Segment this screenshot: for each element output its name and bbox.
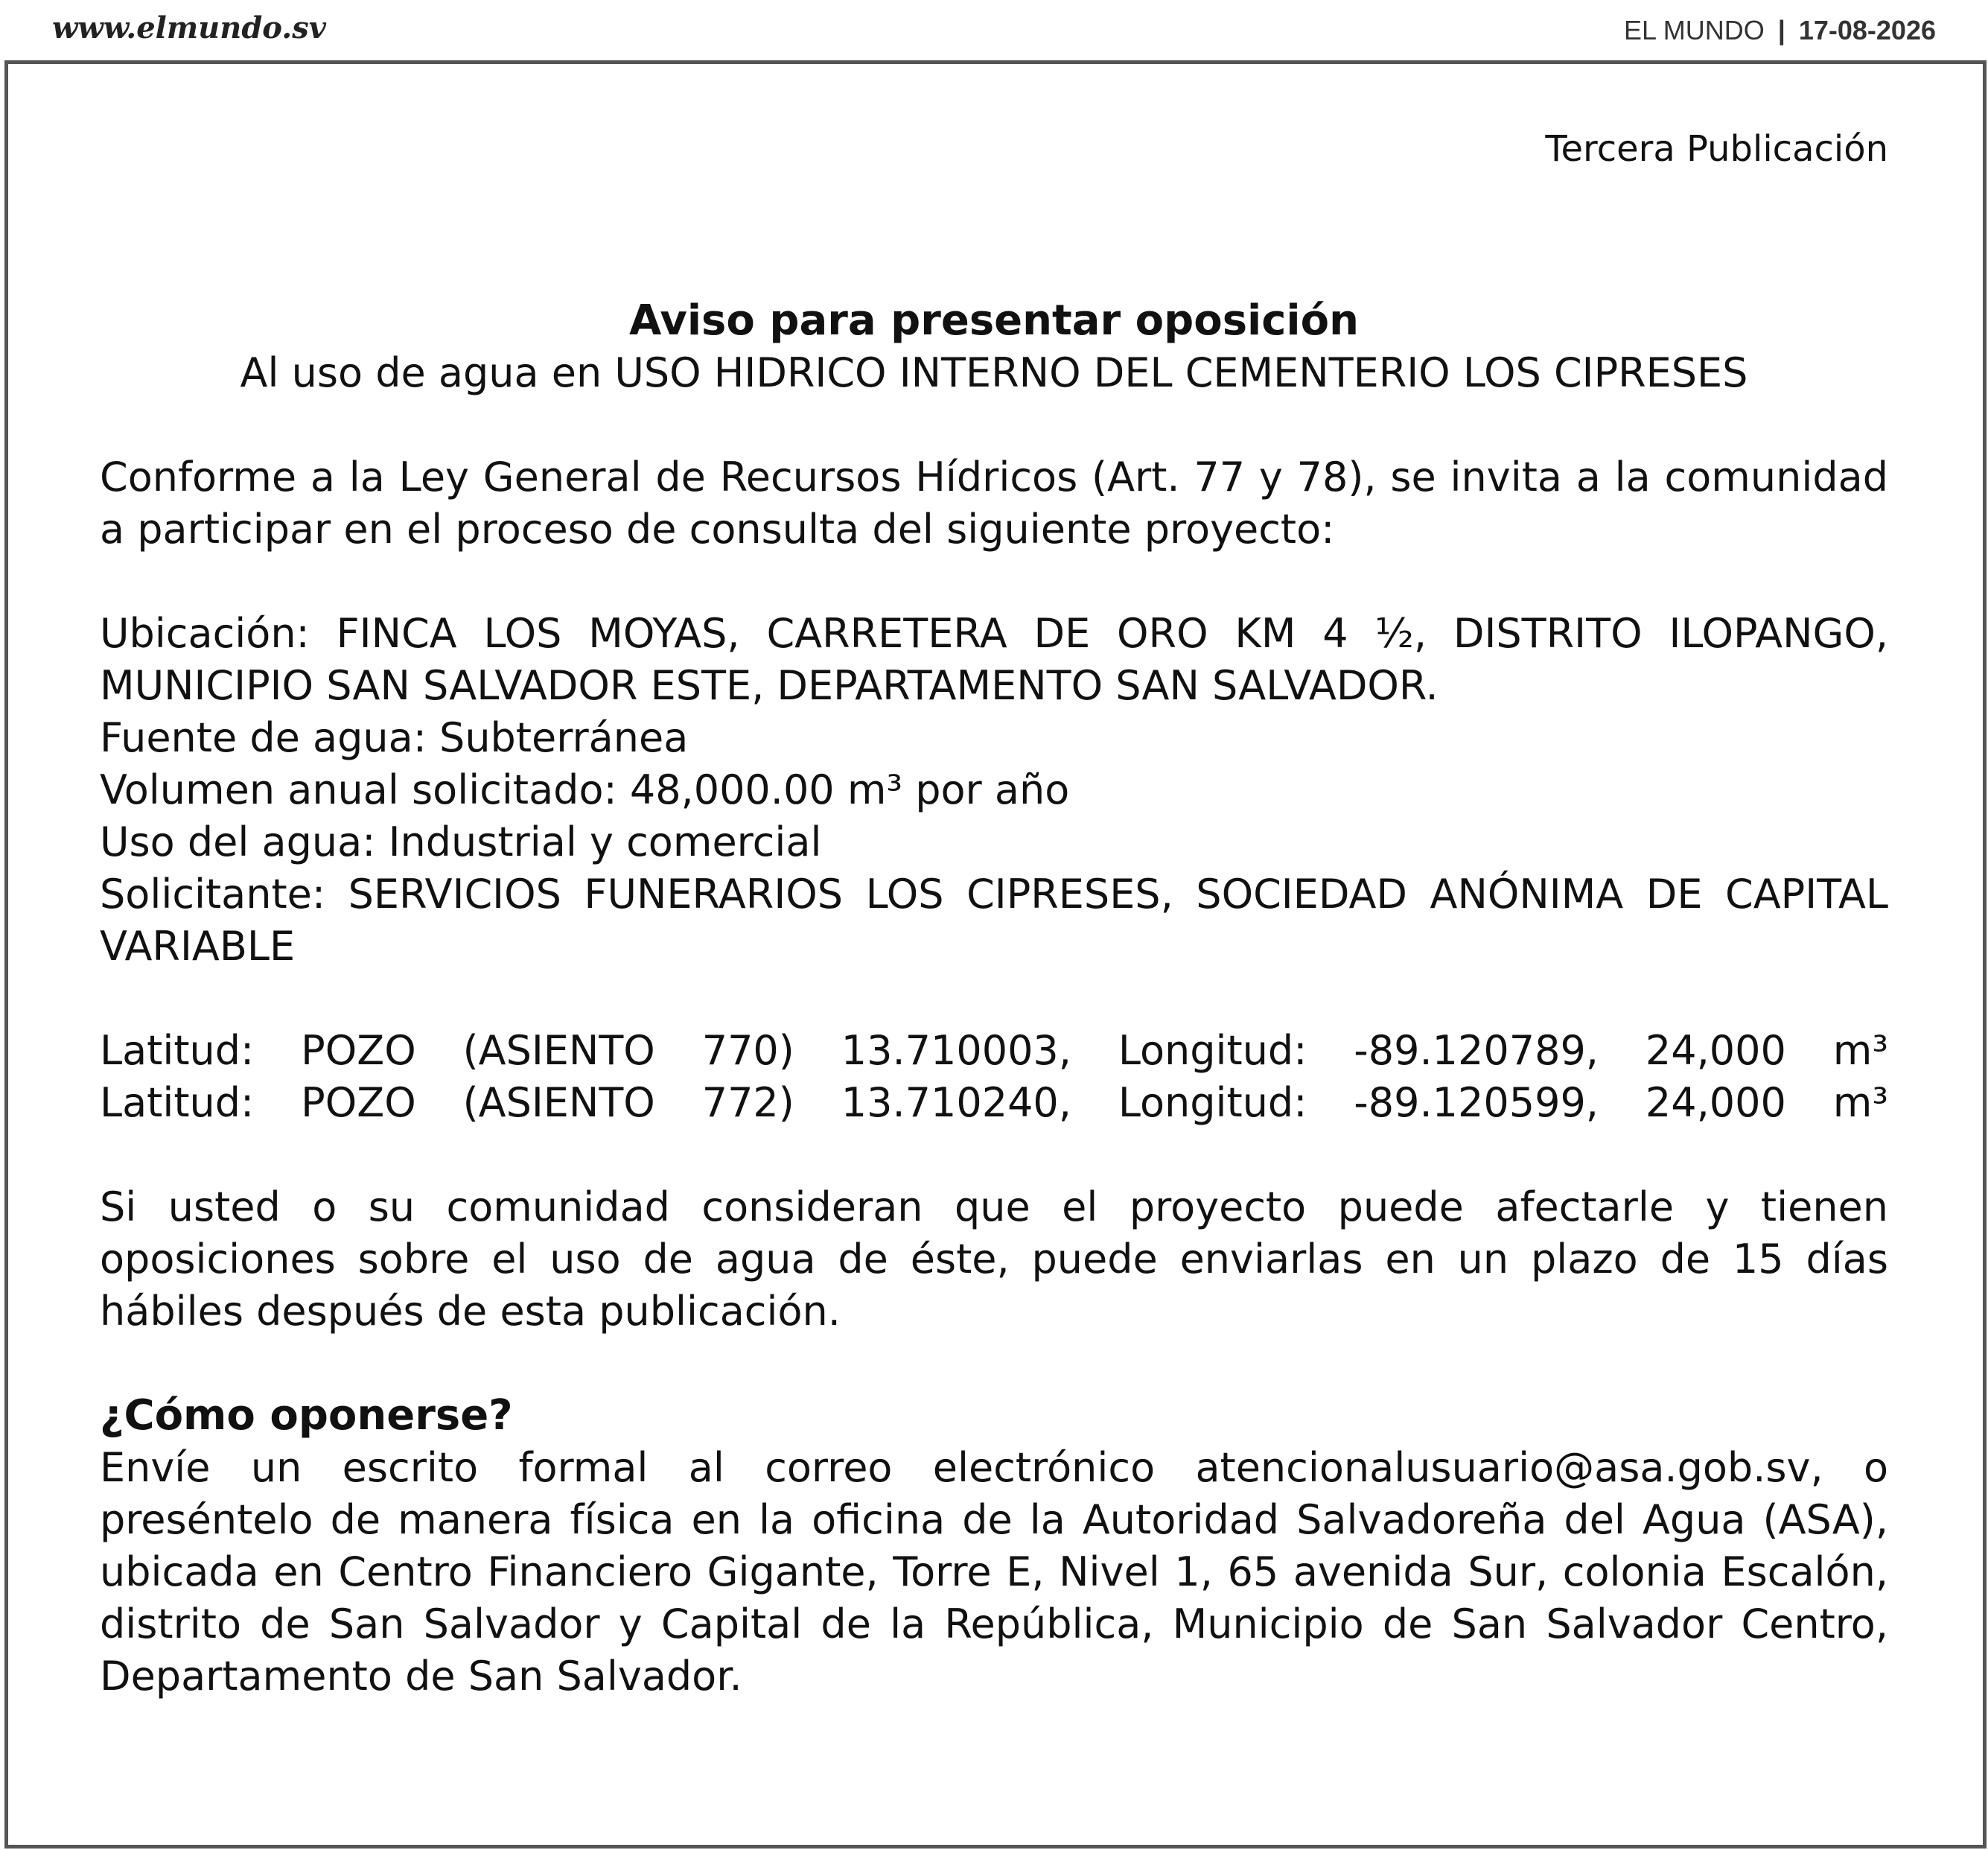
header-publication-info bbox=[1624, 15, 1936, 46]
masthead bbox=[0, 0, 1988, 60]
opposition-paragraph: Si usted o su comunidad consideran que el proyecto puede afectarle y tienen oposiciones sobre el uso de agua de éste, puede enviarlas en un plazo de 15 días hábiles después de esta publicación. bbox=[100, 1183, 1888, 1335]
publication-label: Tercera Publicación bbox=[1545, 128, 1888, 170]
intro-paragraph: Conforme a la Ley General de Recursos Hídricos (Art. 77 y 78), se invita a la comunidad a participar en el proceso de consulta del siguiente proyecto: bbox=[100, 454, 1888, 553]
site-url[interactable]: www.elmundo.sv bbox=[52, 10, 326, 45]
applicant-paragraph: Solicitante: SERVICIOS FUNERARIOS LOS CIPRESES, SOCIEDAD ANÓNIMA DE CAPITAL VARIABLE bbox=[100, 871, 1888, 970]
annual-volume: Volumen anual solicitado: 48,000.00 m³ por año bbox=[100, 766, 1070, 813]
notice-title: Aviso para presentar oposición bbox=[629, 296, 1359, 345]
how-to-oppose-heading: ¿Cómo oponerse? bbox=[100, 1391, 513, 1440]
water-use: Uso del agua: Industrial y comercial bbox=[100, 818, 822, 865]
water-source: Fuente de agua: Subterránea bbox=[100, 714, 689, 761]
well-coordinates-2: Latitud: POZO (ASIENTO 772) 13.710240, Longitud: -89.120599, 24,000 m³ bbox=[100, 1079, 1888, 1126]
how-to-oppose-paragraph: Envíe un escrito formal al correo electrónico atencionalusuario@asa.gob.sv, o preséntelo de manera física en la oficina de la Autoridad Salvadoreña del Agua (ASA), ubicada en Centro Financiero Gigante, Torre E, Nivel 1, 65 avenida Sur, colonia Escalón, distrito de San Salvador y Capital de la República, Municipio de San Salvador Centro, Departamento de San Salvador. bbox=[100, 1444, 1888, 1700]
header-separator: | bbox=[1777, 15, 1785, 45]
publication-name: EL MUNDO bbox=[1624, 15, 1765, 45]
well-coordinates-1: Latitud: POZO (ASIENTO 770) 13.710003, Longitud: -89.120789, 24,000 m³ bbox=[100, 1027, 1888, 1074]
notice-subtitle: Al uso de agua en USO HIDRICO INTERNO DEL CEMENTERIO LOS CIPRESES bbox=[240, 349, 1748, 396]
publication-date: 17-08-2026 bbox=[1798, 15, 1936, 45]
notice-body bbox=[100, 127, 1888, 1703]
location-paragraph: Ubicación: FINCA LOS MOYAS, CARRETERA DE ORO KM 4 ½, DISTRITO ILOPANGO, MUNICIPIO SAN SALVADOR ESTE, DEPARTAMENTO SAN SALVADOR. bbox=[100, 610, 1888, 709]
